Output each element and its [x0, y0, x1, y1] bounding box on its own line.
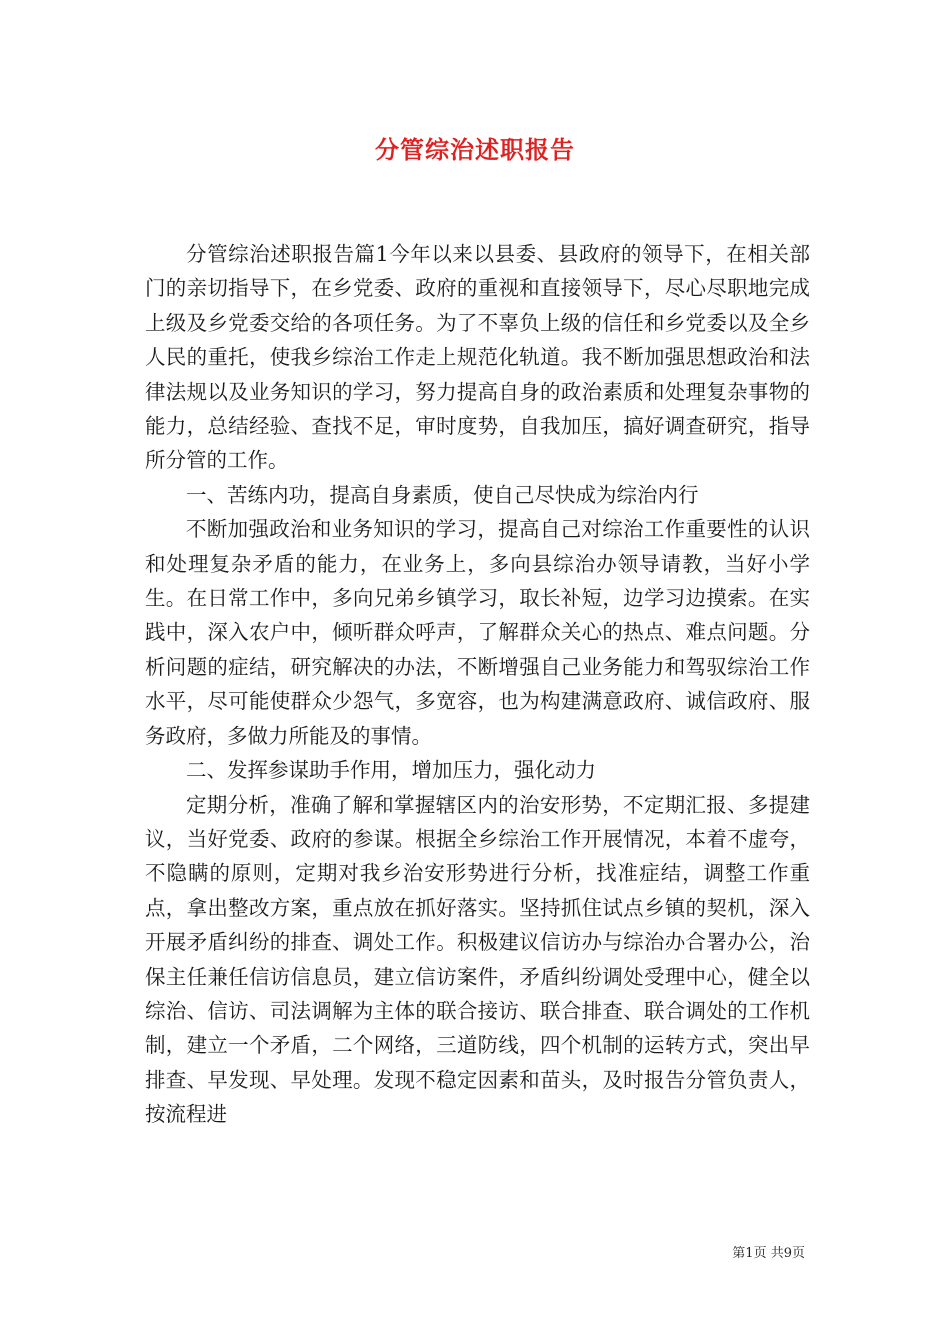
- section-heading-2: 二、发挥参谋助手作用，增加压力，强化动力: [186, 758, 596, 783]
- footer-middle: 页 共: [753, 1246, 784, 1261]
- paragraph-section-2: 定期分析，准确了解和掌握辖区内的治安形势，不定期汇报、多提建议，当好党委、政府的参谋。根据全乡综治工作开展情况，本着不虚夸，不隐瞒的原则，定期对我乡治安形势进行分析，找准症结，调整工作重点，拿出整改方案，重点放在抓好落实。坚持抓住试点乡镇的契机，深入开展矛盾纠纷的排查、调处工作。积极建议信访办与综治办合署办公，治保主任兼任信访信息员，建立信访案件，矛盾纠纷调处受理中心，健全以综治、信访、司法调解为主体的联合接访、联合排查、联合调处的工作机制，建立一个矛盾，二个网络，三道防线，四个机制的运转方式，突出早排查、早发现、早处理。发现不稳定因素和苗头，及时报告分管负责人，按流程进: [145, 792, 810, 1127]
- paragraph-intro: 分管综治述职报告篇1今年以来以县委、县政府的领导下，在相关部门的亲切指导下，在乡党委、政府的重视和直接领导下，尽心尽职地完成上级及乡党委交给的各项任务。为了不辜负上级的信任和乡党委以及全乡人民的重托，使我乡综治工作走上规范化轨道。我不断加强思想政治和法律法规以及业务知识的学习，努力提高自身的政治素质和处理复杂事物的能力，总结经验、查找不足，审时度势，自我加压，搞好调查研究，指导所分管的工作。: [145, 242, 810, 473]
- section-heading-1: 一、苦练内功，提高自身素质，使自己尽快成为综治内行: [186, 482, 699, 507]
- paragraph-section-1: 不断加强政治和业务知识的学习，提高自己对综治工作重要性的认识和处理复杂矛盾的能力，在业务上，多向县综治办领导请教，当好小学生。在日常工作中，多向兄弟乡镇学习，取长补短，边学习边摸索。在实践中，深入农户中，倾听群众呼声，了解群众关心的热点、难点问题。分析问题的症结，研究解决的办法，不断增强自己业务能力和驾驭综治工作水平，尽可能使群众少怨气，多宽容，也为构建满意政府、诚信政府、服务政府，多做力所能及的事情。: [145, 517, 810, 748]
- footer-suffix: 页: [791, 1246, 805, 1261]
- document-title: 分管综治述职报告: [375, 135, 575, 164]
- document-body: [145, 237, 810, 1132]
- footer-prefix: 第: [732, 1246, 746, 1261]
- footer-total-pages: 9: [783, 1246, 792, 1261]
- footer-current-page: 1: [745, 1246, 754, 1261]
- page-number-footer: [732, 1245, 805, 1263]
